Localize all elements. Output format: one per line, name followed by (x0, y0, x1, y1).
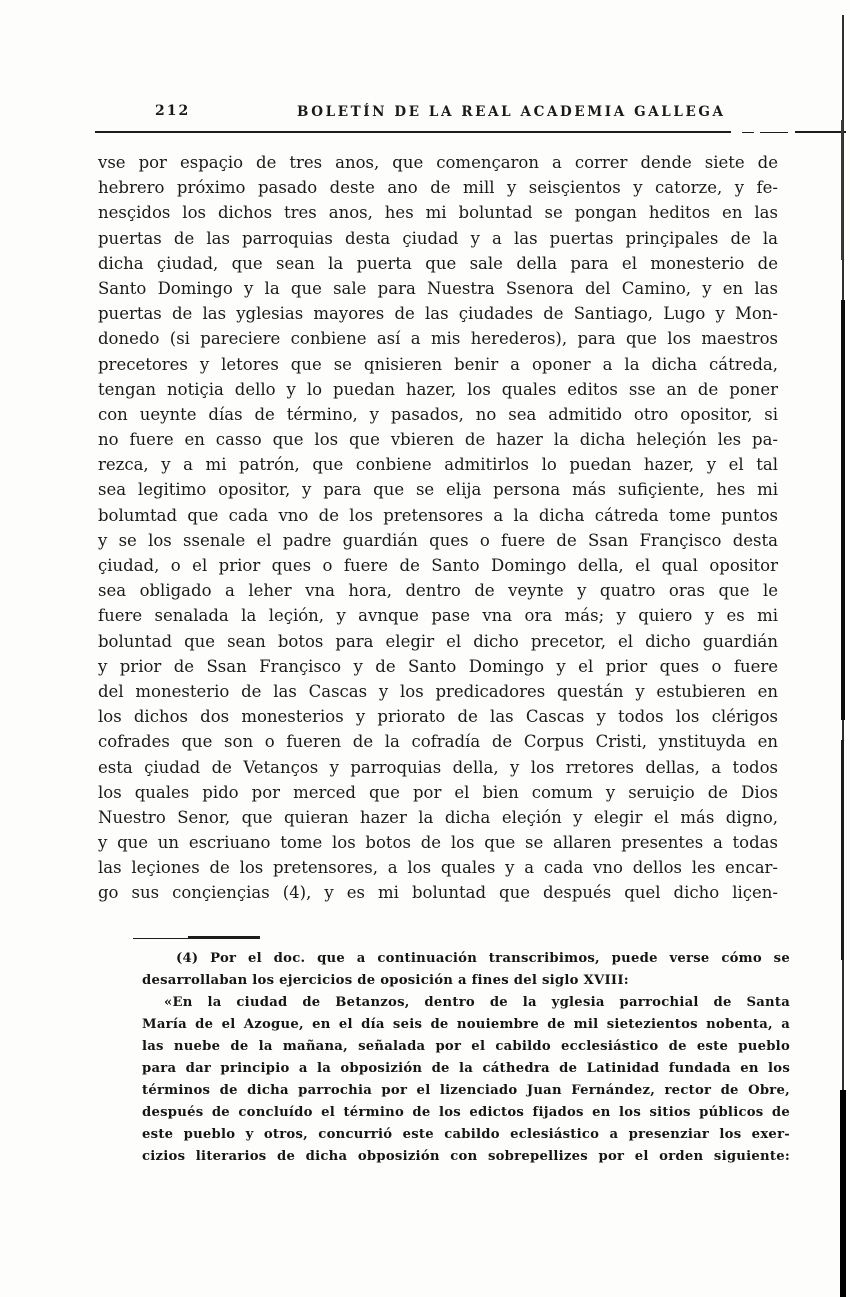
footnote-line: las nuebe de la mañana, señalada por el cabildo ecclesiástico de este pueblo (142, 1039, 790, 1054)
footnote-block (142, 948, 790, 1168)
footnote-separator-thin (133, 938, 188, 939)
text-line: Santo Domingo y la que sale para Nuestra Ssenora del Camino, y en las (98, 278, 778, 298)
text-line: y se los ssenale el padre guardián ques o fuere de Ssan Françisco desta (98, 530, 778, 550)
text-line: vse por espaçio de tres anos, que començaron a correr dende siete de (98, 153, 778, 172)
main-text-block (98, 150, 778, 906)
footnote-line: María de el Azogue, en el día seis de nouiembre de mil sietezientos nobenta, a (142, 1017, 790, 1032)
text-line: esta çiudad de Vetanços y parroquias della, y los rretores dellas, a todos (98, 757, 778, 777)
text-line: bolumtad que cada vno de los pretensores a la dicha cátreda tome puntos (98, 505, 778, 525)
text-line: puertas de las yglesias mayores de las çiudades de Santiago, Lugo y Mon- (98, 304, 778, 324)
footnote-line: cizios literarios de dicha obposizión con sobrepellizes por el orden siguiente: (142, 1149, 790, 1164)
text-line: boluntad que sean botos para elegir el dicho precetor, el dicho guardián (98, 631, 778, 651)
text-line: del monesterio de las Cascas y los predicadores questán y estubieren en (98, 681, 778, 701)
text-line: puertas de las parroquias desta çiudad y a las puertas prinçipales de la (98, 228, 778, 248)
footnote-line: (4) Por el doc. que a continuación transcribimos, puede verse cómo se (176, 951, 790, 966)
text-line: no fuere en casso que los que vbieren de hazer la dicha heleçión les pa- (98, 430, 778, 450)
scan-edge-artifact (840, 1090, 846, 1297)
scan-edge-artifact (841, 300, 845, 720)
text-line: donedo (si pareciere conbiene así a mis herederos), para que los maestros (98, 329, 778, 349)
text-line: y prior de Ssan Françisco y de Santo Domingo y el prior ques o fuere (98, 656, 778, 676)
footnote-line: después de concluído el término de los edictos fijados en los sitios públicos de (142, 1105, 790, 1120)
header-rule-end (795, 131, 846, 133)
text-line: çiudad, o el prior ques o fuere de Santo Domingo della, el qual opositor (98, 556, 778, 575)
footnote-separator (188, 936, 260, 939)
text-line: y que un escriuano tome los botos de los que se allaren presentes a todas (98, 833, 778, 853)
header-rule (95, 131, 731, 133)
text-line: los dichos dos monesterios y priorato de las Cascas y todos los clérigos (98, 707, 778, 727)
text-line: con ueynte días de término, y pasados, no sea admitido otro opositor, si (98, 404, 778, 424)
journal-title: BOLETÍN DE LA REAL ACADEMIA GALLEGA (297, 104, 726, 120)
scan-edge-artifact (841, 120, 843, 260)
text-line: go sus conçiençias (4), y es mi boluntad que después quel dicho liçen- (98, 883, 778, 903)
page-header (0, 101, 850, 123)
text-line: nesçidos los dichos tres anos, hes mi boluntad se pongan heditos en las (98, 203, 778, 223)
text-line: cofrades que son o fueren de la cofradía de Corpus Cristi, ynstituyda en (98, 732, 778, 752)
text-line: sea legitimo opositor, y para que se elija persona más sufiçiente, hes mi (98, 480, 778, 500)
text-line: tengan notiçia dello y lo puedan hazer, los quales editos sse an de poner (98, 379, 778, 399)
footnote-line: este pueblo y otros, concurrió este cabildo eclesiástico a presenziar los exer- (142, 1127, 790, 1142)
text-line: fuere senalada la leçión, y avnque pase vna ora más; y quiero y es mi (98, 606, 778, 626)
text-line: dicha çiudad, que sean la puerta que sale della para el monesterio de (98, 253, 778, 273)
header-rule-dash (742, 132, 754, 133)
text-line: los quales pido por merced que por el bien comum y seruiçio de Dios (98, 782, 778, 802)
footnote-line: «En la ciudad de Betanzos, dentro de la yglesia parrochial de Santa (164, 995, 790, 1010)
text-line: precetores y letores que se qnisieren benir a oponer a la dicha cátreda, (98, 354, 778, 374)
footnote-line: desarrollaban los ejercicios de oposición a fines del siglo XVIII: (142, 973, 629, 988)
footnote-line: para dar principio a la obposizión de la cáthedra de Latinidad fundada en los (142, 1061, 790, 1076)
footnote-line: términos de dicha parrochia por el lizenciado Juan Fernández, rector de Obre, (142, 1083, 790, 1098)
page-number: 212 (155, 103, 191, 119)
text-line: hebrero próximo pasado deste ano de mill y seisçientos y catorze, y fe- (98, 178, 778, 198)
scan-edge-artifact (841, 740, 844, 960)
text-line: sea obligado a leher vna hora, dentro de veynte y quatro oras que le (98, 581, 778, 601)
text-line: rezca, y a mi patrón, que conbiene admitirlos lo puedan hazer, y el tal (98, 455, 778, 475)
text-line: las leçiones de los pretensores, a los quales y a cada vno dellos les encar- (98, 858, 778, 878)
header-rule-dash (760, 132, 788, 133)
text-line: Nuestro Senor, que quieran hazer la dicha eleçión y elegir el más digno, (98, 807, 778, 827)
